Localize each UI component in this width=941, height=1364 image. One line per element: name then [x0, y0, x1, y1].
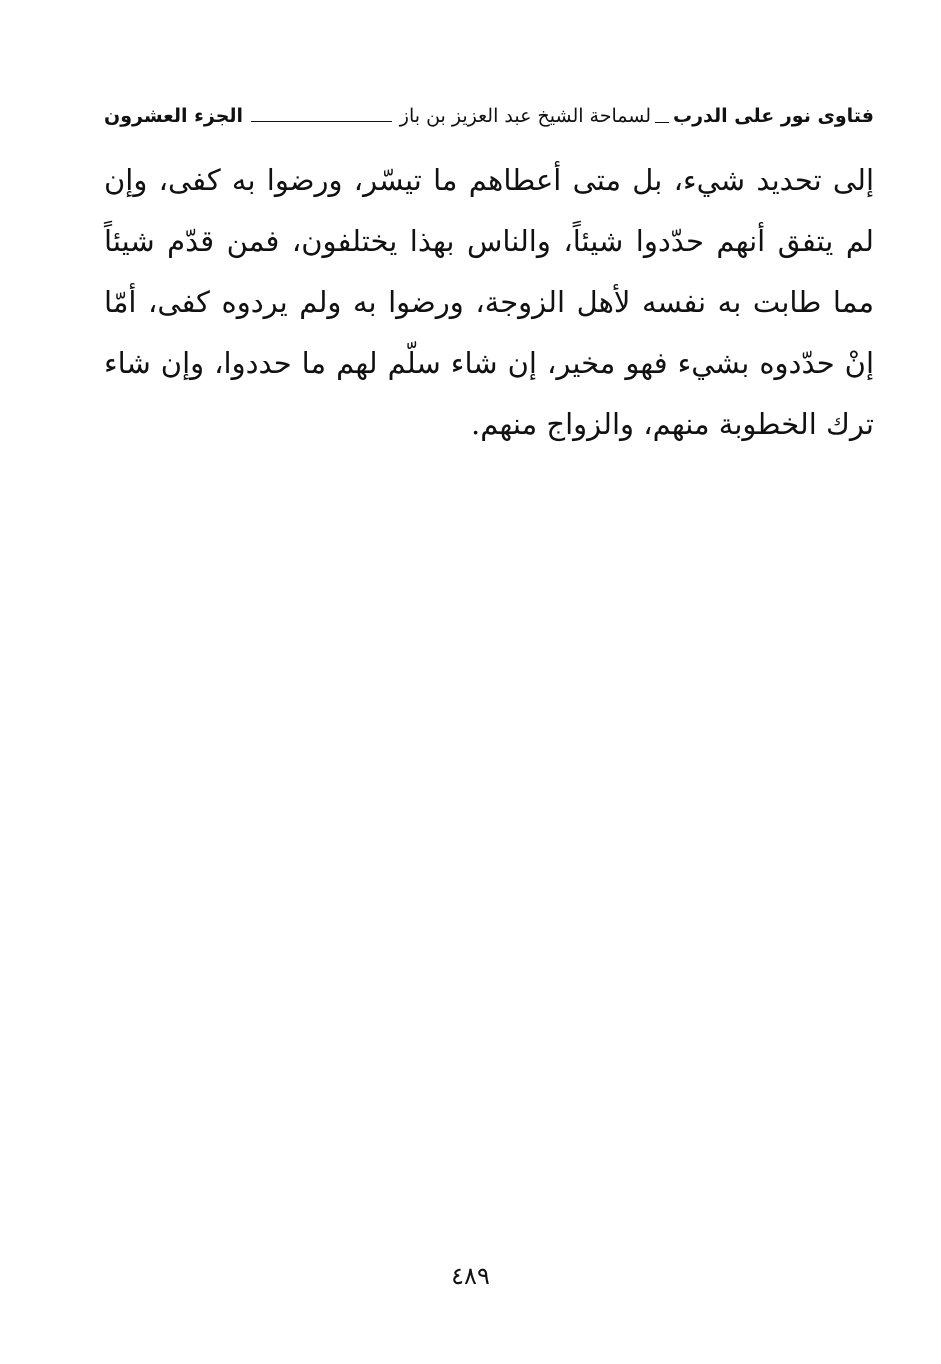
volume-label: الجزء العشرون [104, 105, 244, 127]
header-dash [655, 122, 669, 123]
body-text [104, 150, 874, 455]
header-book-info [400, 105, 874, 127]
running-header [104, 100, 874, 132]
book-title: فتاوى نور على الدرب [673, 105, 874, 127]
author-name: لسماحة الشيخ عبد العزيز بن باز [399, 105, 651, 127]
page-number: ٤٨٩ [451, 1262, 490, 1290]
body-paragraph: إلى تحديد شيء، بل متى أعطاهم ما تيسّر، ورضوا به كفى، وإن لم يتفق أنهم حدّدوا شيئاً، والناس بهذا يختلفون، فمن قدّم شيئاً مما طابت به نفسه لأهل الزوجة، ورضوا به ولم يردوه كفى، أمّا إنْ حدّدوه بشيء فهو مخير، إن شاء سلّم لهم ما حددوا، وإن شاء ترك الخطوبة منهم، والزواج منهم. [104, 163, 874, 441]
header-rule [251, 121, 392, 122]
